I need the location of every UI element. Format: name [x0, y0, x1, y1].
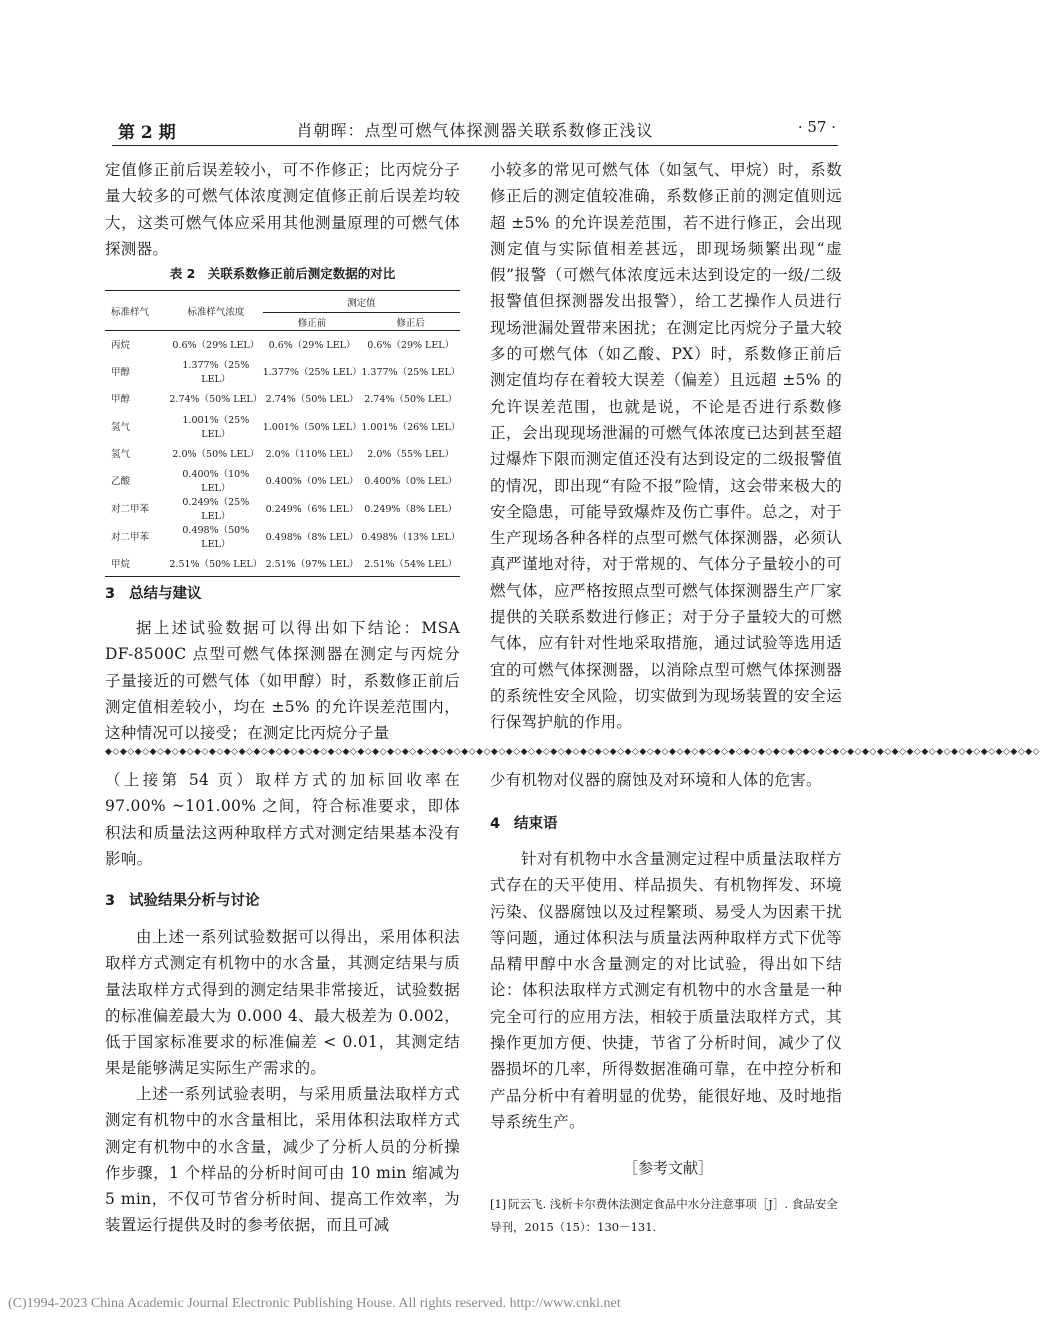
cell-sample: 甲醇 [111, 394, 131, 406]
col-std-header: 标准样气浓度 [169, 291, 263, 331]
running-header [112, 118, 838, 142]
cell-std: 2.0%（50% LEL） [172, 448, 260, 460]
cell-after: 1.377%（25% LEL） [361, 367, 461, 379]
reference-number: [1] [490, 1197, 507, 1211]
table-row [105, 440, 460, 466]
table-row [105, 331, 460, 358]
section-number: 3 [105, 586, 116, 602]
cell-std: 1.377%（25% LEL） [182, 360, 250, 386]
cell-after: 0.6%（29% LEL） [367, 340, 455, 352]
col-sample-header: 标准样气 [105, 291, 169, 331]
cell-sample: 甲烷 [111, 559, 131, 571]
cell-after: 2.74%（50% LEL） [364, 394, 458, 406]
table-row [105, 357, 460, 385]
cell-before: 1.377%（25% LEL） [262, 367, 362, 379]
cell-sample: 对二甲苯 [111, 503, 150, 515]
table-row [105, 385, 460, 411]
section-heading-summary [105, 582, 202, 603]
cell-sample: 甲醇 [111, 367, 131, 379]
summary-paragraph: 据上述试验数据可以得出如下结论：MSA DF-8500C 点型可燃气体探测器在测定与丙烷分子量接近的可燃气体（如甲醇）时，系数修正前后测定值相差较小，均在 ±5% 的允许误差范围内，这种情况可以接受；在测定比丙烷分子量 [105, 619, 460, 743]
left-intro-paragraph: 定值修正前后误差较小，可不作修正；比丙烷分子量大较多的可燃气体浓度测定值修正前后误差均较大，这类可燃气体应采用其他测量原理的可燃气体探测器。 [105, 161, 460, 258]
data-table [105, 290, 460, 577]
issue-number: 第 2 期 [118, 123, 176, 143]
cell-before: 0.498%（8% LEL） [265, 531, 359, 543]
cell-sample: 丙烷 [111, 340, 131, 352]
cell-sample: 氢气 [111, 448, 131, 460]
results-paragraph-2: 上述一系列试验表明，与采用质量法取样方式测定有机物中的水含量相比，采用体积法取样方式测定有机物中的水含量，减少了分析人员的分析操作步骤，1 个样品的分析时间可由 10 min 缩减为 5 min，不仅可节省分析时间、提高工作效率，为装置运行提供及时的参考依据，而且可减 [105, 1085, 460, 1235]
col-after-header: 修正后 [361, 313, 460, 331]
col-before-header: 修正前 [263, 313, 362, 331]
conclusion-paragraph: 针对有机物中水含量测定过程中质量法取样方式存在的天平使用、样品损失、有机物挥发、环境污染、仪器腐蚀以及过程繁琐、易受人为因素干扰等问题，通过体积法与质量法两种取样方式下优等品精甲醇中水含量测定的对比试验，得出如下结论：体积法取样方式测定有机物中的水含量是一种完全可行的应用方法，相较于质量法取样方式，其操作更加方便、快捷，节省了分析时间，减少了仪器损坏的几率，所得数据准确可靠，在中控分析和产品分析中有着明显的优势，能很好地、及时地指导系统生产。 [490, 850, 842, 1131]
section-number: 3 [105, 893, 116, 909]
cell-before: 0.400%（0% LEL） [265, 475, 359, 487]
right-upper-paragraph: 小较多的常见可燃气体（如氢气、甲烷）时，系数修正后的测定值较准确，系数修正前的测定值则远超 ±5% 的允许误差范围，若不进行修正，会出现测定值与实际值相差甚远，即现场频繁出现“虚假”报警（可燃气体浓度远未达到设定的一级/二级报警值但探测器发出报警），给工艺操作人员进行现场泄漏处置带来困扰；在测定比丙烷分子量大较多的可燃气体（如乙酸、PX）时，系数修正前后测定值均存在着较大误差（偏差）且远超 ±5% 的允许误差范围，也就是说，不论是否进行系数修正，会出现现场泄漏的可燃气体浓度已达到甚至超过爆炸下限而测定值还没有达到设定的二级报警值的情况，即出现“有险不报”险情，这会带来极大的安全隐患，可能导致爆炸及伤亡事件。总之，对于生产现场各种各样的点型可燃气体探测器，必须认真严谨地对待，对于常规的、气体分子量较小的可燃气体，应严格按照点型可燃气体探测器生产厂家提供的关联系数进行修正；对于分子量较大的可燃气体，应有针对性地采取措施，通过试验等选用适宜的可燃气体探测器，以消除点型可燃气体探测器的系统性安全风险，切实做到为现场装置的安全运行保驾护航的作用。 [490, 161, 842, 732]
cell-after: 0.400%（0% LEL） [364, 475, 458, 487]
reference-item [490, 1193, 840, 1239]
table-caption: 表 2 关联系数修正前后测定数据的对比 [169, 266, 396, 281]
section-title: 结束语 [514, 816, 558, 832]
data-table-body [105, 331, 460, 577]
cell-before: 0.6%（29% LEL） [268, 340, 356, 352]
page-number: · 57 · [797, 118, 836, 136]
reference-text: 阮云飞. 浅析卡尔费休法测定食品中水分注意事项［J］. 食品安全导刊，2015（15）：130－131. [490, 1197, 838, 1234]
section-title: 总结与建议 [129, 586, 202, 602]
cell-sample: 对二甲苯 [111, 531, 150, 543]
cell-sample: 乙酸 [111, 475, 131, 487]
section-title: 试验结果分析与讨论 [129, 893, 260, 909]
cell-std: 0.498%（50% LEL） [182, 524, 250, 550]
continuation-paragraph: （上接第 54 页）取样方式的加标回收率在 97.00% ~101.00% 之间，符合标准要求，即体积法和质量法这两种取样方式对测定结果基本没有影响。 [105, 771, 460, 868]
table-row [105, 522, 460, 550]
table-row [105, 412, 460, 440]
cell-std: 0.6%（29% LEL） [172, 340, 260, 352]
table-row [105, 494, 460, 522]
cell-std: 1.001%（25% LEL） [182, 414, 250, 440]
table-row [105, 466, 460, 494]
header-rule [112, 145, 838, 146]
running-title: 肖朝晖：点型可燃气体探测器关联系数修正浅议 [296, 121, 654, 140]
cell-before: 2.74%（50% LEL） [265, 394, 359, 406]
cell-before: 2.51%（97% LEL） [265, 559, 359, 571]
cell-after: 2.0%（55% LEL） [367, 448, 455, 460]
cell-sample: 氢气 [111, 421, 131, 433]
section-number: 4 [490, 816, 501, 832]
article-divider: ◆◇◆◇◆◇◆◇◆◇◆◇◆◇◆◇◆◇◆◇◆◇◆◇◆◇◆◇◆◇◆◇◆◇◆◇◆◇◆◇◆◇◆◇◆◇◆◇◆◇◆◇◆◇◆◇◆◇◆◇◆◇◆◇◆◇◆◇◆◇◆◇◆◇◆◇◆◇◆◇◆◇◆◇◆◇◆◇◆◇◆◇◆◇◆◇◆◇◆◇◆◇◆◇◆◇◆◇◆◇◆◇◆◇◆◇◆◇◆◇◆◇◆◇◆◇ [105, 747, 1040, 757]
right-continuation: 少有机物对仪器的腐蚀及对环境和人体的危害。 [490, 771, 822, 789]
cell-after: 0.249%（8% LEL） [364, 503, 458, 515]
cell-std: 0.400%（10% LEL） [182, 468, 250, 494]
cell-std: 0.249%（25% LEL） [182, 496, 250, 522]
cell-after: 0.498%（13% LEL） [361, 531, 461, 543]
section-heading-conclusion [490, 812, 558, 833]
references-heading: ［参考文献］ [622, 1159, 713, 1177]
table-row [105, 550, 460, 577]
cell-after: 2.51%（54% LEL） [364, 559, 458, 571]
cell-before: 2.0%（110% LEL） [265, 448, 359, 460]
col-measured-header: 测定值 [263, 291, 460, 313]
cell-std: 2.74%（50% LEL） [169, 394, 263, 406]
cell-std: 2.51%（50% LEL） [169, 559, 263, 571]
section-heading-results [105, 889, 260, 910]
cell-before: 0.249%（6% LEL） [265, 503, 359, 515]
cell-after: 1.001%（26% LEL） [361, 421, 461, 433]
copyright-notice: (C)1994-2023 China Academic Journal Electronic Publishing House. All rights reserved. http://www.cnki.net [8, 1296, 621, 1311]
results-paragraph-1: 由上述一系列试验数据可以得出，采用体积法取样方式测定有机物中的水含量，其测定结果与质量法取样方式得到的测定结果非常接近，试验数据的标准偏差最大为 0.000 4、最大极差为 0.002，低于国家标准要求的标准偏差 < 0.01，其测定结果是能够满足实际生产需求的。 [105, 928, 460, 1078]
cell-before: 1.001%（50% LEL） [262, 421, 362, 433]
